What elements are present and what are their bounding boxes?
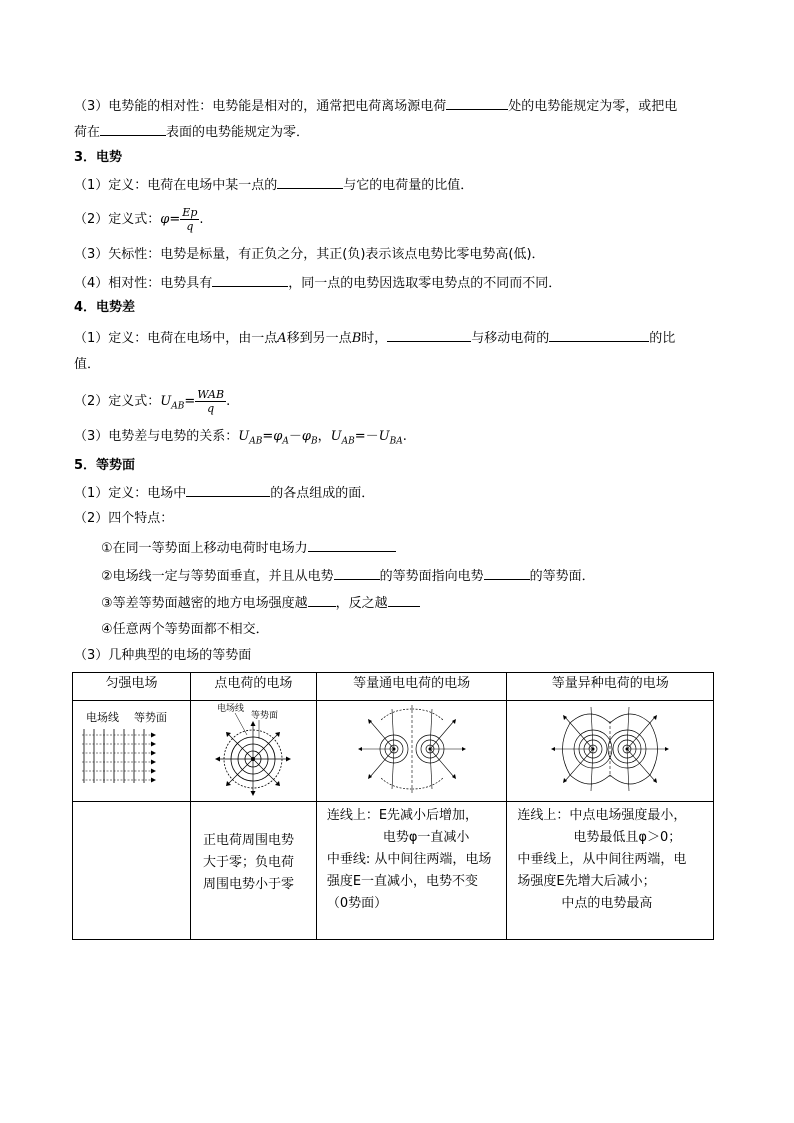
para-potential-energy-relativity: （3）电势能的相对性：电势能是相对的，通常把电荷离场源电荷 处的电势能规定为零，或把电 xyxy=(74,95,677,117)
section-5-title: 5．等势面 xyxy=(74,458,136,473)
blank xyxy=(446,95,508,110)
s3-definition: （1）定义：电荷在电场中某一点的 与它的电荷量的比值． xyxy=(74,174,473,196)
point-charge-desc: 正电荷周围电势 大于零；负电荷 周围电势小于零 xyxy=(190,802,316,940)
header-uniform-field: 匀强电场 xyxy=(73,673,191,701)
para-potential-energy-relativity-cont: 荷在 表面的电势能规定为零． xyxy=(74,121,309,143)
fraction: $\frac{\text{WAB}}{q}$ xyxy=(197,388,225,415)
field-line-label: 电场线 xyxy=(217,703,245,713)
equipotential-label: 等势面 xyxy=(134,712,168,724)
like-charges-desc: 连线上：E先减小后增加， 电势φ一直减小 中垂线: 从中间往两端，电场 强度E一直减小，电势不变 （0势面） xyxy=(316,802,507,940)
s5-feature-1: ①在同一等势面上移动电荷时电场力 xyxy=(101,537,396,559)
fraction: $\frac{Ep}{q}$ xyxy=(182,206,198,233)
blank xyxy=(549,327,649,342)
equipotential-label: 等势面 xyxy=(251,710,279,720)
s4-formula: （2）定义式：$U_{AB}=$ $\frac{\text{WAB}}{q}$ . xyxy=(74,388,231,415)
s5-features-title: （2）四个特点： xyxy=(74,511,174,526)
header-opposite-charges: 等量异种电荷的电场 xyxy=(507,673,714,701)
blank xyxy=(308,537,396,552)
s4-definition-cont: 值． xyxy=(74,357,101,372)
s5-typical-fields-title: （3）几种典型的电场的等势面 xyxy=(74,648,252,663)
table-description-row xyxy=(73,802,714,940)
header-point-charge: 点电荷的电场 xyxy=(190,673,316,701)
field-line-label: 电场线 xyxy=(86,712,120,724)
s5-feature-4: ④任意两个等势面都不相交． xyxy=(101,622,269,637)
blank xyxy=(387,327,471,342)
blank xyxy=(100,121,166,136)
s5-feature-3: ③等差等势面越密的地方电场强度越 ，反之越 xyxy=(101,592,420,614)
s3-formula: （2）定义式：φ= $\frac{Ep}{q}$ . xyxy=(74,206,204,233)
header-like-charges: 等量通电电荷的电场 xyxy=(316,673,507,701)
blank xyxy=(212,272,288,287)
point-charge-diagram xyxy=(203,701,303,797)
s5-definition: （1）定义：电场中 的各点组成的面． xyxy=(74,482,374,504)
s5-feature-2: ②电场线一定与等势面垂直，并且从电势 的等势面指向电势 的等势面． xyxy=(101,565,595,587)
table-header-row xyxy=(73,673,714,701)
blank xyxy=(308,592,336,607)
s4-definition: （1）定义：电荷在电场中，由一点A移到另一点B时， 与移动电荷的 的比 xyxy=(74,327,675,349)
s3-scalar: （3）矢标性：电势是标量，有正负之分，其正(负)表示该点电势比零电势高(低)． xyxy=(74,247,545,262)
blank xyxy=(186,482,270,497)
blank xyxy=(277,174,343,189)
uniform-field-desc xyxy=(73,802,191,940)
like-charges-diagram xyxy=(352,701,472,797)
uniform-field-diagram xyxy=(76,701,186,797)
section-4-title: 4．电势差 xyxy=(74,300,136,315)
blank xyxy=(484,565,530,580)
s4-relation: （3）电势差与电势的关系：$U_{AB}=\varphi_A-\varphi_B$，$U_{AB}=-U_{BA}$. xyxy=(74,429,407,447)
opposite-charges-desc: 连线上：中点电场强度最小， 电势最低且φ＞0； 中垂线上，从中间往两端，电 场强度E先增大后减小； 中点的电势最高 xyxy=(507,802,714,940)
opposite-charges-diagram xyxy=(545,701,675,797)
blank xyxy=(334,565,380,580)
s3-relativity: （4）相对性：电势具有 ，同一点的电势因选取零电势点的不同而不同． xyxy=(74,272,561,294)
equipotential-table xyxy=(72,672,714,940)
blank xyxy=(388,592,420,607)
table-image-row xyxy=(73,701,714,802)
section-3-title: 3．电势 xyxy=(74,150,123,165)
